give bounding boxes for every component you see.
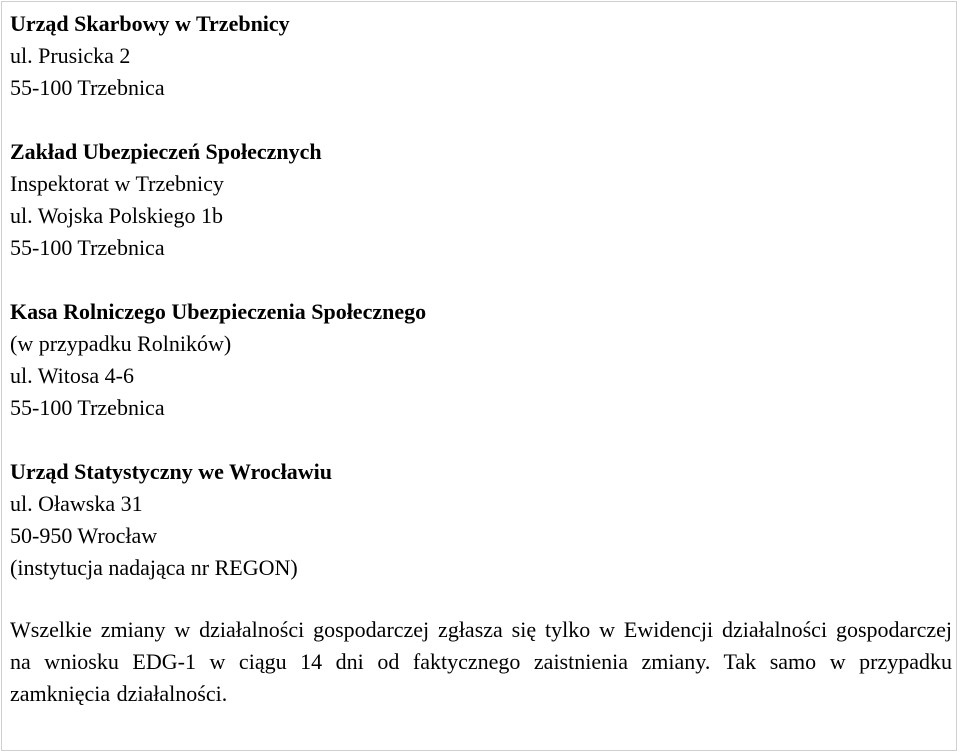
address-line: 50-950 Wrocław [10, 523, 158, 548]
document-content [10, 8, 952, 732]
office-block-tax [10, 8, 952, 104]
office-title: Urząd Skarbowy w Trzebnicy [10, 11, 290, 36]
office-title: Urząd Statystyczny we Wrocławiu [10, 459, 333, 484]
office-block-krus [10, 296, 952, 424]
address-line: ul. Oławska 31 [10, 491, 143, 516]
office-title: Zakład Ubezpieczeń Społecznych [10, 139, 322, 164]
address-line: 55-100 Trzebnica [10, 75, 165, 100]
address-line: (instytucja nadająca nr REGON) [10, 555, 298, 580]
address-line: 55-100 Trzebnica [10, 395, 165, 420]
office-block-statistics [10, 456, 952, 584]
office-title: Kasa Rolniczego Ubezpieczenia Społecznego [10, 299, 427, 324]
office-block-zus [10, 136, 952, 264]
address-line: 55-100 Trzebnica [10, 235, 165, 260]
document-page [1, 1, 957, 751]
address-line: Inspektorat w Trzebnicy [10, 171, 224, 196]
address-line: ul. Witosa 4-6 [10, 363, 134, 388]
address-line: (w przypadku Rolników) [10, 331, 232, 356]
address-line: ul. Prusicka 2 [10, 43, 131, 68]
address-line: ul. Wojska Polskiego 1b [10, 203, 223, 228]
changes-note: Wszelkie zmiany w działalności gospodarczej zgłasza się tylko w Ewidencji działalności gospodarczej na wniosku EDG-1 w ciągu 14 dni od faktycznego zaistnienia zmiany. Tak samo w przypadku zamknięcia działalności. [10, 617, 952, 706]
